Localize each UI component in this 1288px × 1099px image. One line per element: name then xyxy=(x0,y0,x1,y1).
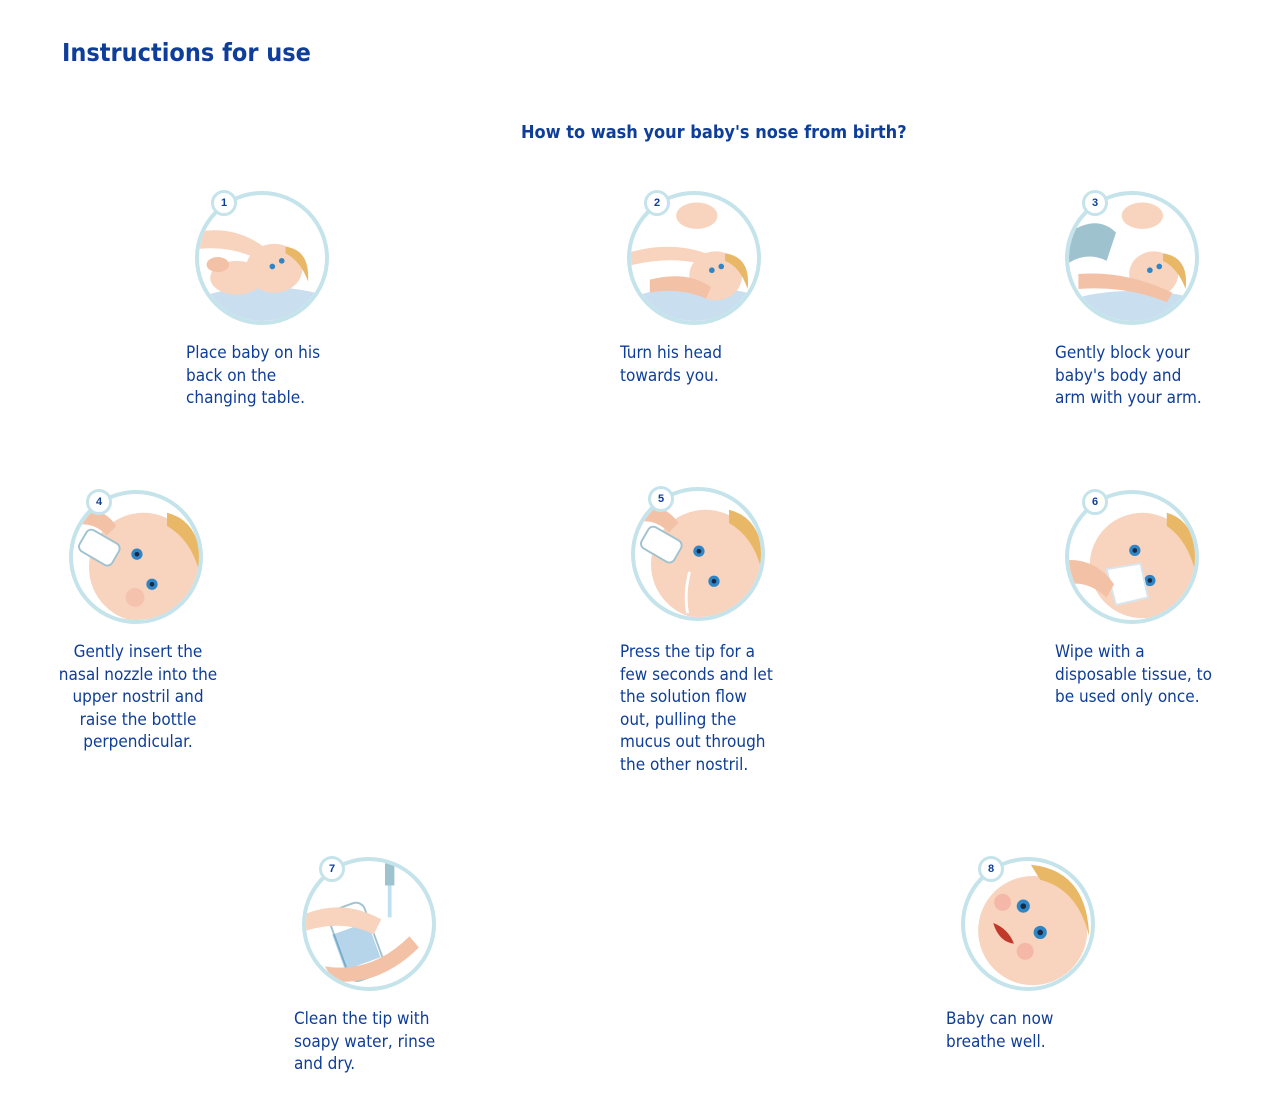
step-1-text: Place baby on his back on the changing table. xyxy=(186,343,321,408)
step-3-text: Gently block your baby's body and arm with your arm. xyxy=(1055,343,1202,408)
step-number-badge: 8 xyxy=(978,856,1004,882)
step-number-badge: 2 xyxy=(644,190,670,216)
step-number-badge: 6 xyxy=(1082,489,1108,515)
step-6-text: Wipe with a disposable tissue, to be used only once. xyxy=(1055,642,1212,707)
step-7-text: Clean the tip with soapy water, rinse and dry. xyxy=(294,1009,436,1074)
step-number-badge: 4 xyxy=(86,489,112,515)
step-2-text: Turn his head towards you. xyxy=(620,343,722,386)
step-8-text: Baby can now breathe well. xyxy=(946,1009,1054,1052)
section-subtitle: How to wash your baby's nose from birth? xyxy=(521,122,907,143)
step-number-badge: 1 xyxy=(211,190,237,216)
page-title: Instructions for use xyxy=(62,38,311,67)
step-number-badge: 3 xyxy=(1082,190,1108,216)
step-number-badge: 7 xyxy=(319,856,345,882)
step-4-text: Gently insert the nasal nozzle into the upper nostril and raise the bottle perpendicular. xyxy=(58,642,218,752)
step-5-text: Press the tip for a few seconds and let the solution flow out, pulling the mucus out through the other nostril. xyxy=(620,642,773,775)
step-number-badge: 5 xyxy=(648,486,674,512)
